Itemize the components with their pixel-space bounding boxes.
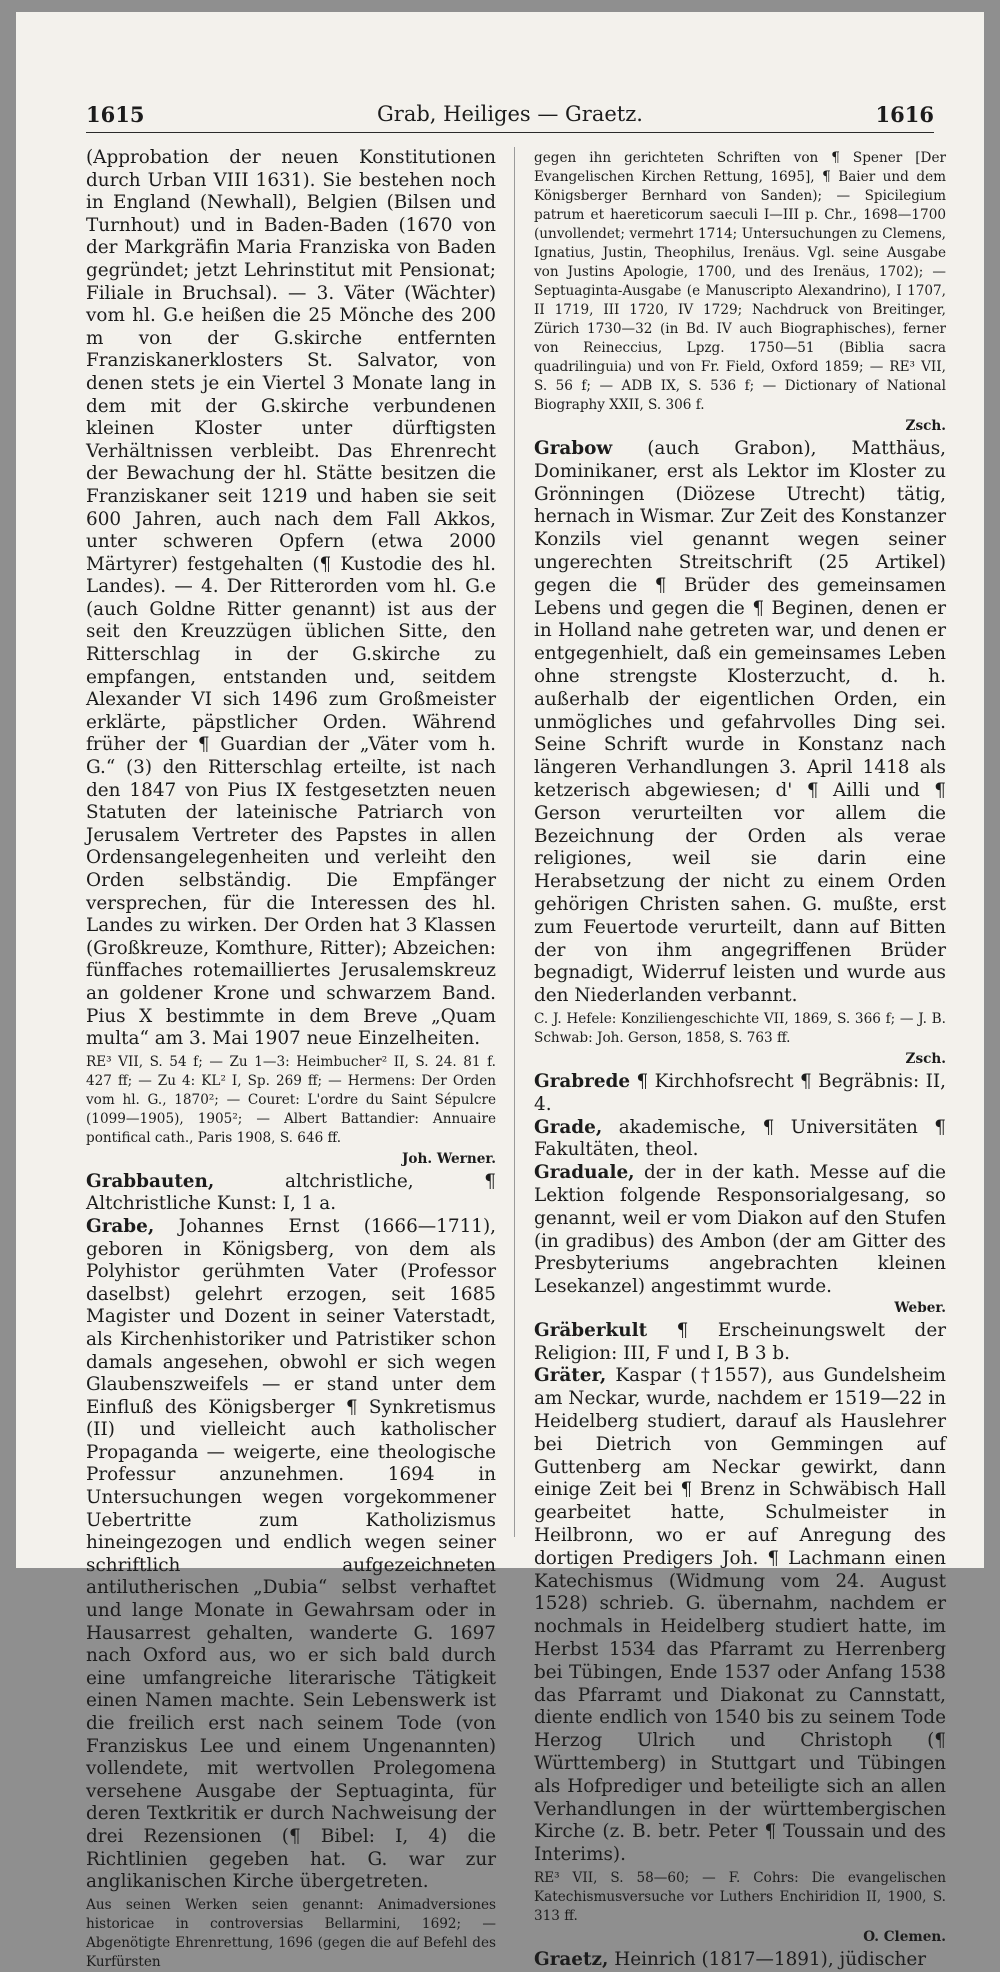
author-signature: Weber. (894, 1299, 946, 1316)
entry-grade (534, 1117, 946, 1163)
bibliography: RE³ VII, S. 58—60; — F. Cohrs: Die evangelischen Katechismusversuche vor Luthers Enchiridion II, 1900, S. 313 ff. (534, 1870, 946, 1925)
entry-text: Heinrich (1817—1891), jüdischer (608, 1949, 927, 1971)
entry-grabbauten (86, 1171, 496, 1216)
bibliography: RE³ VII, S. 54 f; — Zu 1—3: Heimbucher² II, S. 24. 81 f. 427 ff; — Zu 4: KL² I, Sp. 269 ff; — Hermens: Der Orden vom hl. G., 1870²; — Couret: L'ordre du Saint Sépulcre (1099—1905), 1905²; — Albert Battandier: Annuaire pontifical cath., Paris 1908, S. 646 ff. (86, 1053, 496, 1146)
entry-graeter (534, 1365, 946, 1867)
entry-lemma: Gräberkult (534, 1319, 648, 1341)
entry-graeberkult (534, 1320, 946, 1366)
entry-text: (auch Grabon), Matthäus, Dominikaner, erst als Lektor im Kloster zu Grönningen (Diözese Utrecht) tätig, hernach in Wismar. Zur Zeit des Konstanzer Konzils viel genannt wegen seiner ungerechten Streitschrift (25 Artikel) gegen die ¶ Brüder des gemeinsamen Lebens und gegen die ¶ Beginen, denen er in Holland nahe getreten war, und denen er entgegenhielt, daß ein gemeinsames Leben ohne strengste Klosterzucht, d. h. außerhalb der eigentlichen Orden, ein unmögliches und gefahrvolles Ding sei. Seine Schrift wurde in Konstanz nach längeren Verhandlungen 3. April 1418 als ketzerisch abgewiesen; d' ¶ Ailli und ¶ Gerson verurteilten vor allem die Bezeichnung der Orden als verae religiones, weil sie darin eine Herabsetzung der nicht zu einem Orden gehörigen Christen sahen. G. mußte, erst zum Feuertode verurteilt, dann auf Bitten der von ihm angegriffenen Brüder begnadigt, Widerruf leisten und wurde aus den Niederlanden verbannt. (534, 438, 946, 1007)
page (16, 12, 984, 1971)
entry-grabe (86, 1216, 496, 1894)
entry-continuation: (Approbation der neuen Konstitutionen durch Urban VIII 1631). Sie bestehen noch in England (Newhall), Belgien (Bilsen und Turnhout) und in Baden-Baden (1670 von der Markgräfin Maria Franziska von Baden gegründet; jetzt Lehrinstitut mit Pensionat; Filiale in Bruchsal). — 3. Väter (Wächter) vom hl. G.e heißen die 25 Mönche des 200 m von der G.skirche entfernten Franziskanerklosters St. Salvator, von denen stets je ein Viertel 3 Monate lang in dem mit der G.skirche verbundenen kleinen Kloster unter dürftigsten Verhältnissen verbleibt. Das Ehrenrecht der Bewachung der hl. Stätte besitzen die Franziskaner seit 1219 und haben sie seit 600 Jahren, auch nach dem Fall Akkos, unter schweren Opfern (etwa 2000 Märtyrer) festgehalten (¶ Kustodie des hl. Landes). — 4. Der Ritterorden vom hl. G.e (auch Goldne Ritter genannt) ist aus der seit den Kreuzzügen üblichen Sitte, den Ritterschlag in der G.skirche zu empfangen, entstanden und, seitdem Alexander VI sich 1496 zum Großmeister erklärte, päpstlicher Orden. Während früher der ¶ Guardian der „Väter vom h. G.“ (3) den Ritterschlag erteilte, ist nach den 1847 von Pius IX festgesetzten neuen Statuten der lateinische Patriarch von Jerusalem Vertreter des Papstes in allen Ordensangelegenheiten und verleiht den Orden selbständig. Die Empfänger versprechen, für die Interessen des hl. Landes zu wirken. Der Orden hat 3 Klassen (Großkreuze, Komthure, Ritter); Abzeichen: fünffaches rotemailliertes Jerusalemskreuz an goldener Krone und schwarzem Band. Pius X bestimmte in dem Breve „Quam multa“ am 3. Mai 1907 neue Einzelheiten. (86, 147, 496, 1050)
entry-text: ¶ Kirchhofsrecht ¶ Begräbnis: II, 4. (534, 1070, 946, 1115)
author-signature: O. Clemen. (863, 1929, 946, 1946)
left-column (86, 147, 496, 1970)
bibliography-continuation: gegen ihn gerichteten Schriften von ¶ Spener [Der Evangelischen Kirchen Rettung, 1695], ¶ Baier und dem Königsberger Bernhard von Sanden); — Spicilegium patrum et haereticorum saeculi I—III p. Chr., 1698—1700 (unvollendet; vermehrt 1714; Untersuchungen zu Clemens, Ignatius, Justin, Theophilus, Irenäus. Vgl. seine Ausgabe von Justins Apologie, 1700, und des Irenäus, 1702); — Septuaginta-Ausgabe (e Manuscripto Alexandrino), I 1707, II 1719, III 1720, IV 1729; Nachdruck von Breitinger, Zürich 1730—32 (in Bd. IV auch Biographisches), ferner von Reineccius, Lpzg. 1750—51 (Biblia sacra quadrilinguia) und von Fr. Field, Oxford 1859; — RE³ VII, S. 56 f; — ADB IX, S. 536 f; — Dictionary of National Biography XXII, S. 306 f. (534, 150, 946, 413)
entry-text: der in der kath. Messe auf die Lektion folgende Responsorialgesang, so genannt, weil er vom Diakon auf den Stufen (in gradibus) des Ambon (der am Gitter des Presbyteriums angebrachten kleinen Lesekanzel) angestimmt wurde. (534, 1162, 946, 1298)
author-signature: Zsch. (905, 1050, 946, 1067)
page-number-left: 1615 (86, 102, 145, 127)
entry-text: ¶ Erscheinungswelt der Religion: III, F und I, B 3 b. (534, 1319, 946, 1364)
page-number-right: 1616 (875, 102, 934, 127)
entry-graduale (534, 1162, 946, 1299)
entry-text: Kaspar (†1557), aus Gundelsheim am Neckar, wurde, nachdem er 1519—22 in Heidelberg studiert, darauf als Hauslehrer bei Dietrich von Gemmingen auf Guttenberg am Neckar gewirkt, dann einige Zeit bei ¶ Brenz in Schwäbisch Hall gearbeitet hatte, Schulmeister in Heilbronn, wo er auf Anregung des dortigen Predigers Joh. ¶ Lachmann einen Katechismus (Widmung vom 24. August 1528) schrieb. G. übernahm, nachdem er nochmals in Heidelberg studiert hatte, im Herbst 1534 das Pfarramt zu Herrenberg bei Tübingen, Ende 1537 oder Anfang 1538 das Pfarramt und Diakonat zu Cannstatt, diente endlich von 1540 bis zu seinem Tode Herzog Ulrich und Christoph (¶ Württemberg) in Stuttgart und Tübingen als Hofprediger und beteiligte sich an allen Verhandlungen in der württembergischen Kirche (z. B. betr. Peter ¶ Toussain und des Interims). (534, 1365, 946, 1866)
running-title: Grab, Heiliges — Graetz. (377, 102, 643, 126)
author-signature: Joh. Werner. (402, 1150, 496, 1167)
entry-lemma: Grabbauten, (86, 1170, 215, 1192)
entry-grabrede (534, 1071, 946, 1117)
right-column (534, 147, 946, 1971)
entry-text: Johannes Ernst (1666—1711), geboren in Königsberg, von dem als Polyhistor gerühmten Vater (Professor daselbst) gelehrt erzogen, seit 1685 Magister und Dozent in seiner Vaterstadt, als Kirchenhistoriker und Patristiker schon damals angesehen, obwohl er sich wegen Glaubenszweifels — er stand unter dem Einfluß des Königsberger ¶ Synkretismus (II) und vielleicht auch katholischer Propaganda — weigerte, eine theologische Professur anzunehmen. 1694 in Untersuchungen wegen vorgekommener Uebertritte zum Katholizismus hineingezogen und endlich wegen seiner schriftlich aufgezeichneten antilutherischen „Dubia“ selbst verhaftet und lange Monate in Gewahrsam oder in Hausarrest gehalten, wanderte G. 1697 nach Oxford aus, wo er sich bald durch eine umfangreiche literarische Tätigkeit einen Namen machte. Sein Lebenswerk ist die freilich erst nach seinem Tode (von Franziskus Lee und einem Ungenannten) vollendete, mit wertvollen Prolegomena versehene Ausgabe der Septuaginta, für deren Textkritik er durch Nachweisung der drei Rezensionen (¶ Bibel: I, 4) die Richtlinien gegeben hat. G. war zur anglikanischen Kirche übergetreten. (86, 1215, 496, 1893)
entry-lemma: Grade, (534, 1116, 603, 1138)
entry-text: altchristliche, ¶ Altchristliche Kunst: I, 1 a. (86, 1170, 496, 1215)
column-divider (514, 147, 515, 1537)
entry-lemma: Grabrede (534, 1070, 631, 1092)
author-signature: Zsch. (905, 418, 946, 434)
entry-text: akademische, ¶ Universitäten ¶ Fakultäten, theol. (534, 1116, 946, 1161)
entry-lemma: Graetz, (534, 1949, 609, 1971)
entry-graetz (534, 1949, 946, 1972)
entry-lemma: Grabe, (86, 1215, 155, 1237)
bibliography: Aus seinen Werken seien genannt: Animadversiones historicae in controversias Bellarmini, 1692; — Abgenötigte Ehrenrettung, 1696 (gegen die auf Befehl des Kurfürsten (86, 1896, 496, 1970)
entry-grabow (534, 438, 946, 1008)
bibliography: C. J. Hefele: Konziliengeschichte VII, 1869, S. 366 f; — J. B. Schwab: Joh. Gerson, 1858, S. 763 ff. (534, 1010, 946, 1046)
entry-lemma: Gräter, (534, 1365, 607, 1387)
running-header (86, 98, 934, 133)
entry-lemma: Grabow (534, 438, 613, 459)
entry-lemma: Graduale, (534, 1162, 635, 1184)
